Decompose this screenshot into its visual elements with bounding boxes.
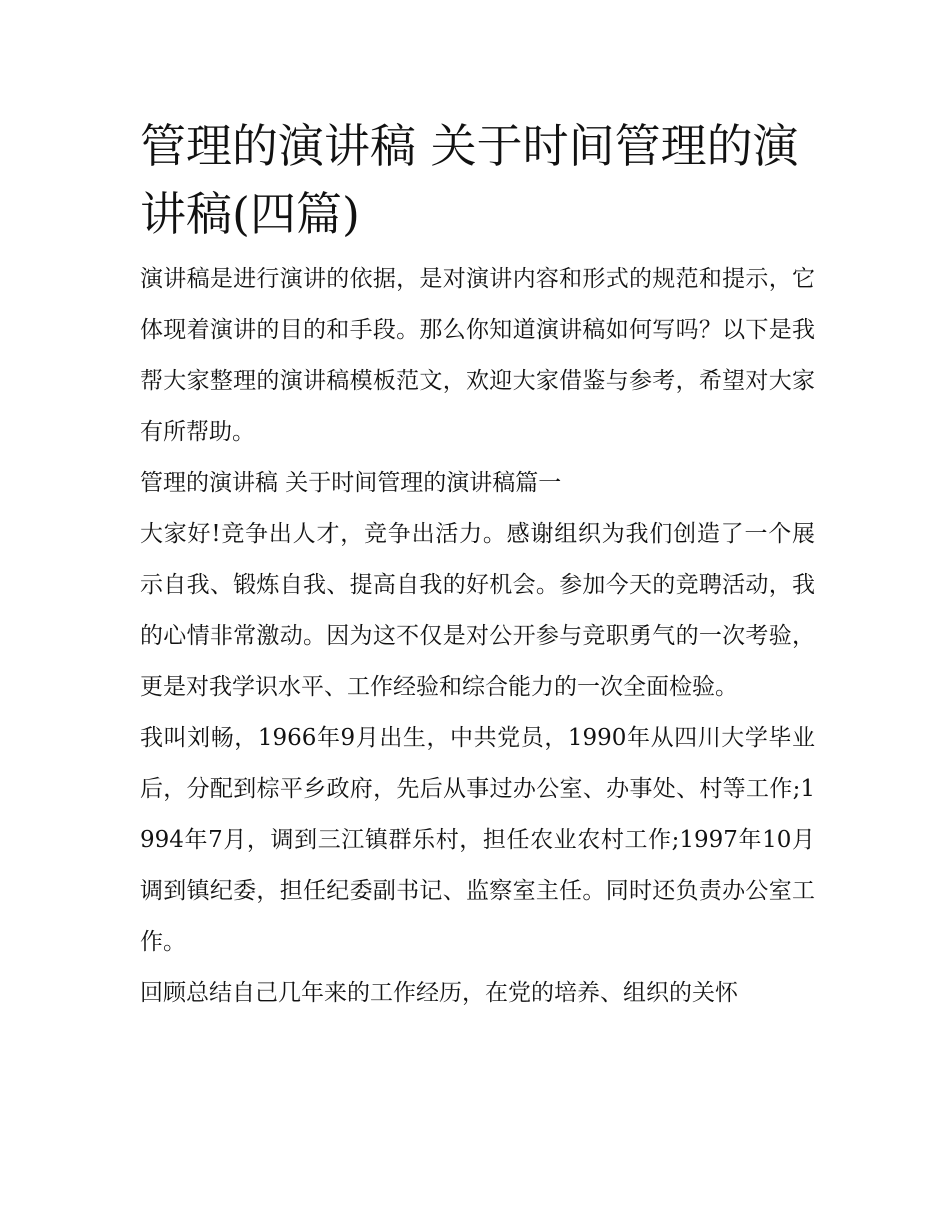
body-paragraph: 回顾总结自己几年来的工作经历，在党的培养、组织的关怀	[140, 980, 738, 1006]
body-paragraph: 大家好!竞争出人才，竞争出活力。感谢组织为我们创造了一个展示自我、锻炼自我、提高自我的好机会。参加今天的竞聘活动，我的心情非常激动。因为这不仅是对公开参与竞职勇气的一次考验，更是对我学识水平、工作经验和综合能力的一次全面检验。	[140, 521, 815, 700]
body-paragraph: 我叫刘畅，1966年9月出生，中共党员，1990年从四川大学毕业后，分配到棕平乡政府，先后从事过办公室、办事处、村等工作;1994年7月，调到三江镇群乐村，担任农业农村工作;1997年10月调到镇纪委，担任纪委副书记、监察室主任。同时还负责办公室工作。	[140, 725, 815, 955]
document-page	[140, 112, 815, 1019]
intro-paragraph: 演讲稿是进行演讲的依据，是对演讲内容和形式的规范和提示，它体现着演讲的目的和手段。那么你知道演讲稿如何写吗？以下是我帮大家整理的演讲稿模板范文，欢迎大家借鉴与参考，希望对大家有所帮助。	[140, 266, 815, 445]
document-title: 管理的演讲稿 关于时间管理的演讲稿(四篇)	[140, 119, 799, 241]
section-heading: 管理的演讲稿 关于时间管理的演讲稿篇一	[140, 470, 562, 496]
